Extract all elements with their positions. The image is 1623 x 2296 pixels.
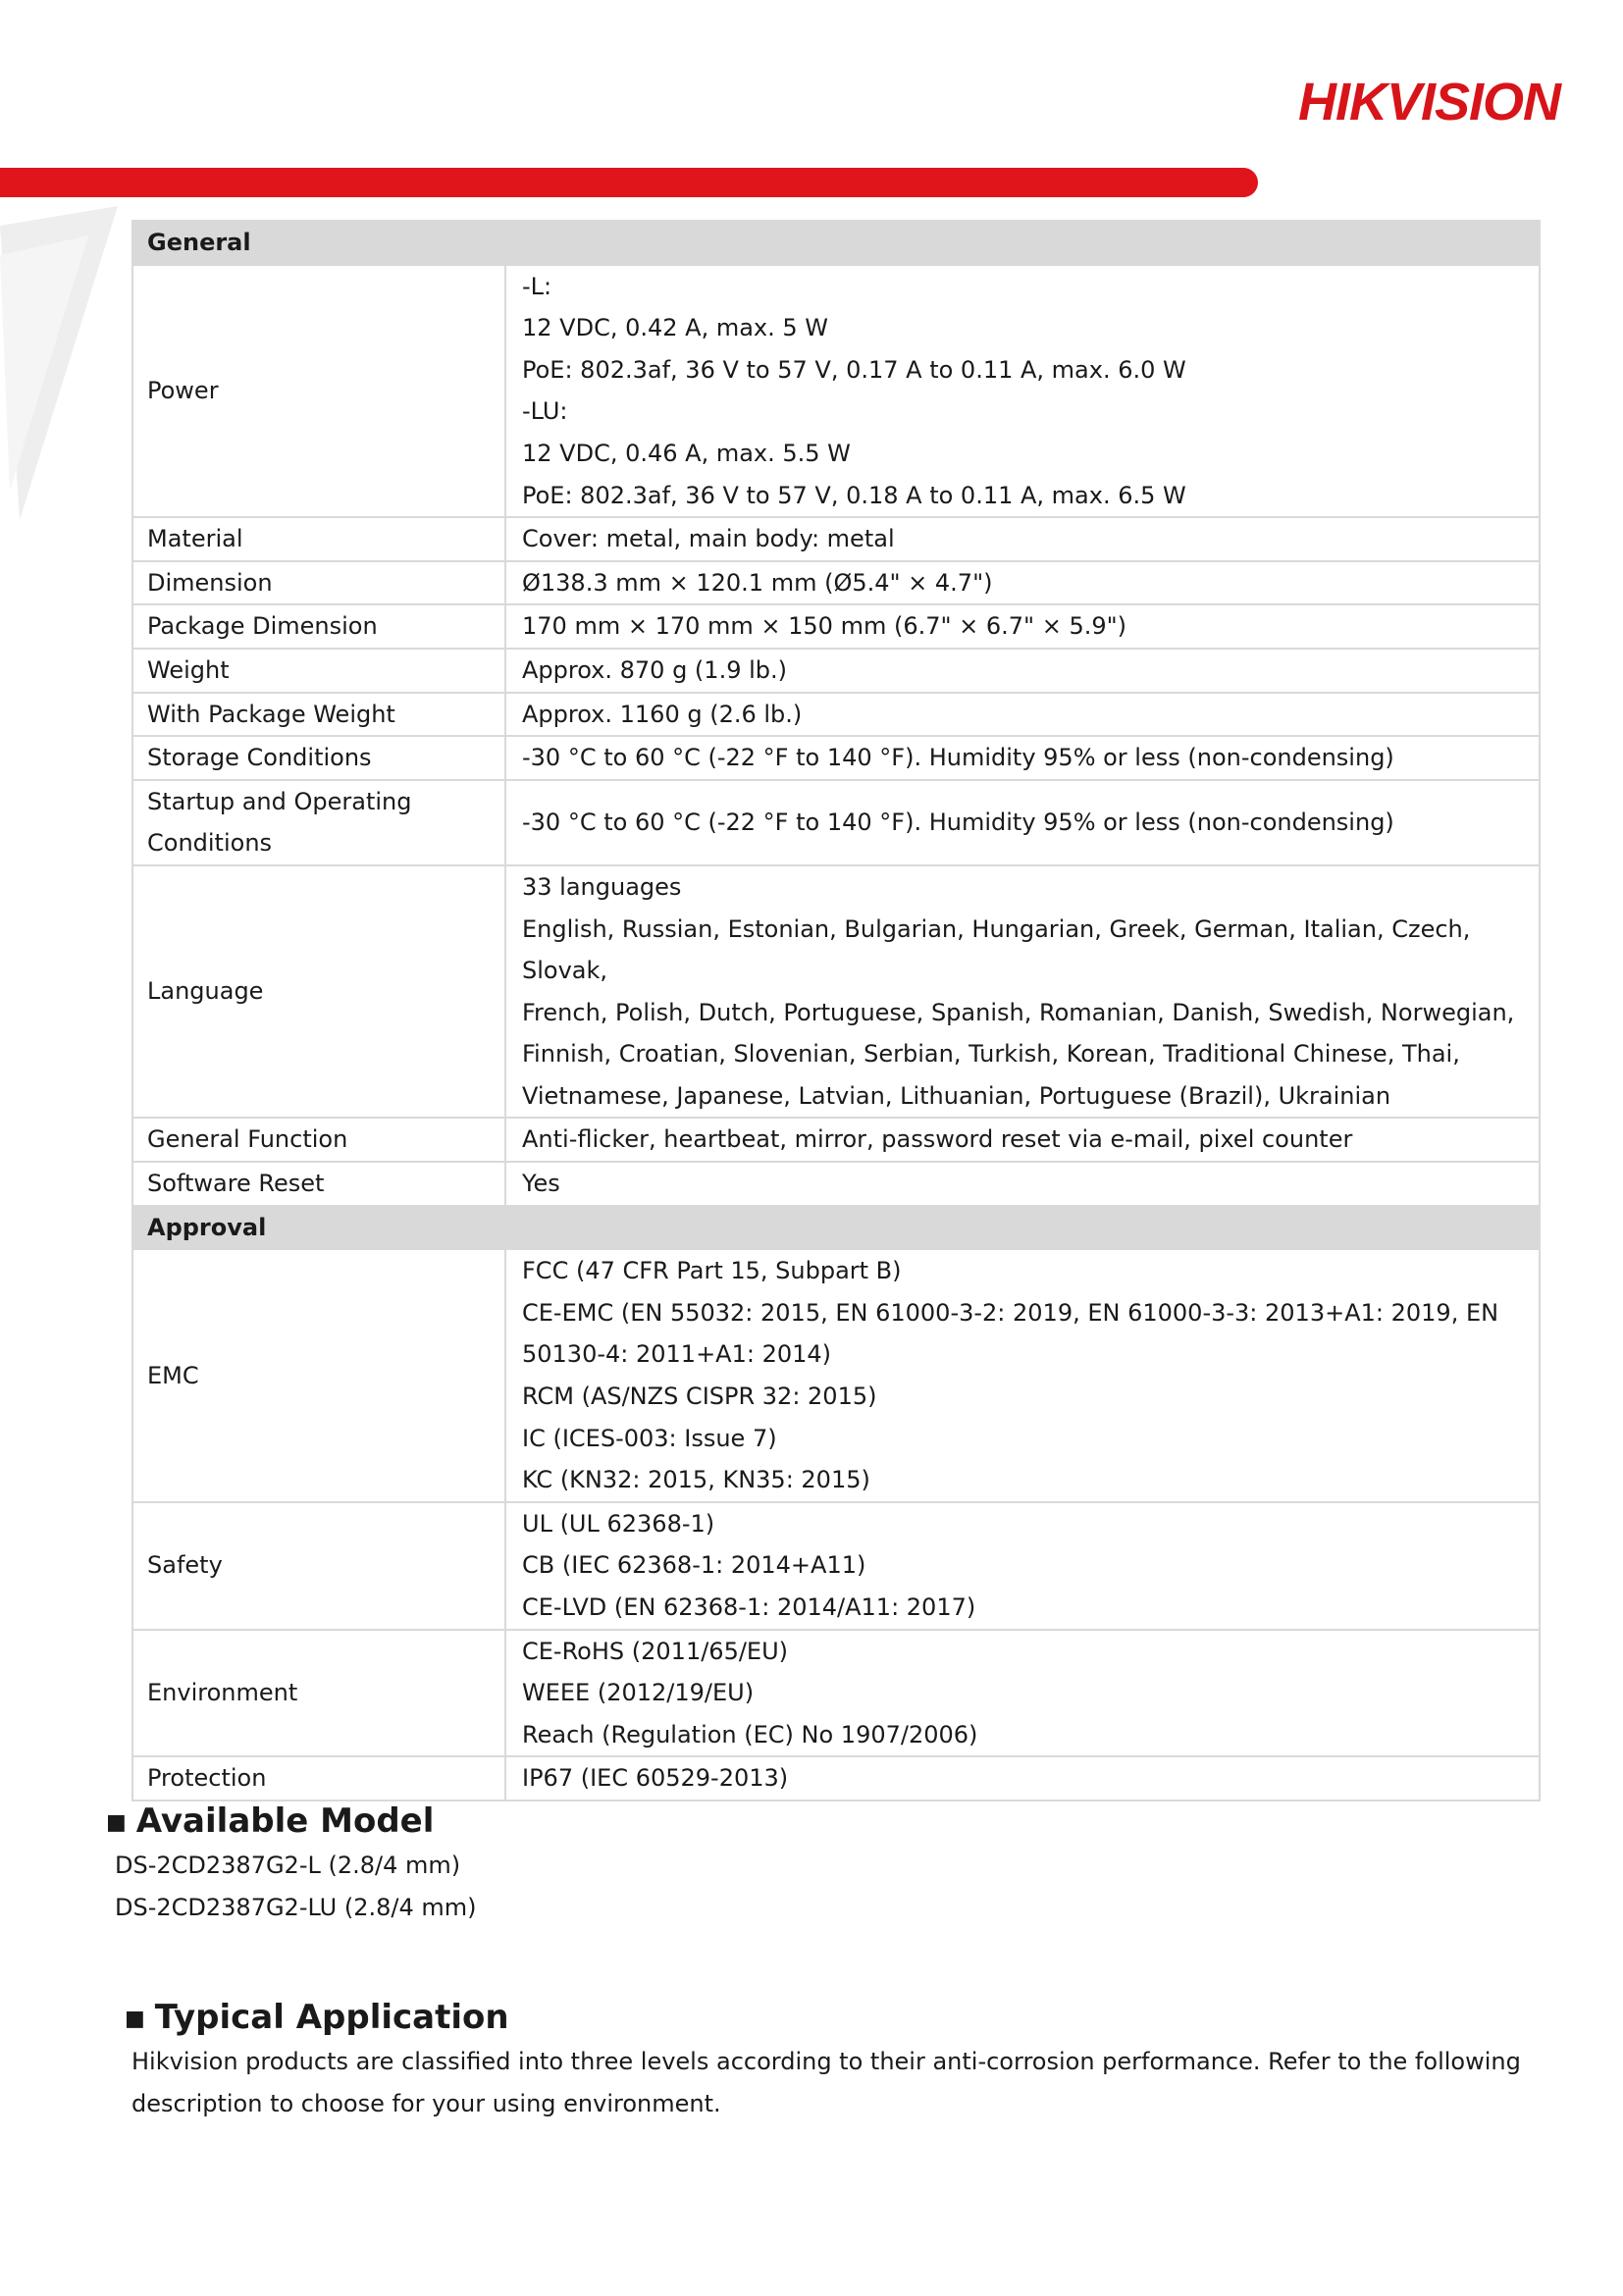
spec-label: Software Reset — [132, 1162, 505, 1206]
section-title: Approval — [132, 1206, 1540, 1250]
spec-value — [505, 865, 1540, 1119]
spec-value-line: Vietnamese, Japanese, Latvian, Lithuanian, Portuguese (Brazil), Ukrainian — [522, 1081, 1391, 1110]
spec-value-line: IP67 (IEC 60529-2013) — [522, 1764, 789, 1793]
spec-value-line: English, Russian, Estonian, Bulgarian, Hungarian, Greek, German, Italian, Czech, Slovak, — [522, 914, 1471, 985]
spec-value-line: RCM (AS/NZS CISPR 32: 2015) — [522, 1383, 877, 1411]
spec-value — [505, 561, 1540, 605]
spec-value-line: CB (IEC 62368-1: 2014+A11) — [522, 1551, 866, 1580]
spec-value — [505, 604, 1540, 649]
header-red-bar — [0, 168, 1258, 197]
model-item: DS-2CD2387G2-LU (2.8/4 mm) — [115, 1894, 477, 1921]
spec-value-line: -L: — [522, 272, 552, 300]
spec-label: EMC — [132, 1249, 505, 1502]
spec-value — [505, 1756, 1540, 1800]
spec-label: Language — [132, 865, 505, 1119]
available-model-heading: ■ Available Model — [106, 1801, 435, 1841]
spec-value-line: Approx. 870 g (1.9 lb.) — [522, 655, 787, 684]
spec-value-line: French, Polish, Dutch, Portuguese, Spanish, Romanian, Danish, Swedish, Norwegian, — [522, 998, 1515, 1026]
spec-value-line: IC (ICES-003: Issue 7) — [522, 1424, 777, 1452]
table-row — [132, 604, 1540, 649]
spec-value-line: 12 VDC, 0.46 A, max. 5.5 W — [522, 439, 851, 467]
model-item: DS-2CD2387G2-L (2.8/4 mm) — [115, 1852, 461, 1879]
table-row — [132, 1630, 1540, 1757]
spec-table — [131, 220, 1541, 1801]
table-row — [132, 265, 1540, 518]
model-list — [115, 1845, 477, 1929]
spec-value-line: 50130-4: 2011+A1: 2014) — [522, 1340, 832, 1369]
spec-label: Material — [132, 517, 505, 561]
spec-value-line: Finnish, Croatian, Slovenian, Serbian, Turkish, Korean, Traditional Chinese, Thai, — [522, 1040, 1460, 1069]
bullet-icon: ■ — [125, 2006, 145, 2031]
spec-value-line: 12 VDC, 0.42 A, max. 5 W — [522, 314, 828, 342]
spec-label: Startup and Operating Conditions — [132, 780, 505, 865]
hikvision-logo: HIKVISION — [1297, 73, 1560, 131]
typical-application-text — [131, 2041, 1521, 2125]
table-row — [132, 649, 1540, 693]
table-row — [132, 780, 1540, 865]
section-header-row — [132, 1206, 1540, 1250]
spec-label: Protection — [132, 1756, 505, 1800]
spec-value-line: CE-LVD (EN 62368-1: 2014/A11: 2017) — [522, 1593, 976, 1621]
section-title: General — [132, 221, 1540, 265]
spec-value-line: WEEE (2012/19/EU) — [522, 1679, 755, 1707]
spec-label: Weight — [132, 649, 505, 693]
spec-value — [505, 649, 1540, 693]
spec-value — [505, 265, 1540, 518]
spec-value-line: 33 languages — [522, 872, 682, 901]
spec-label: Safety — [132, 1502, 505, 1630]
spec-value-line: Cover: metal, main body: metal — [522, 525, 895, 553]
spec-value-line: Approx. 1160 g (2.6 lb.) — [522, 700, 803, 728]
spec-value-line: Yes — [522, 1170, 560, 1198]
table-row — [132, 736, 1540, 780]
spec-value — [505, 517, 1540, 561]
table-row — [132, 561, 1540, 605]
table-row — [132, 1249, 1540, 1502]
typical-application-heading: ■ Typical Application — [125, 1998, 509, 2037]
spec-label: Environment — [132, 1630, 505, 1757]
spec-label: With Package Weight — [132, 693, 505, 737]
spec-label: Dimension — [132, 561, 505, 605]
spec-value-line: KC (KN32: 2015, KN35: 2015) — [522, 1466, 870, 1494]
table-row — [132, 517, 1540, 561]
spec-value-line: Reach (Regulation (EC) No 1907/2006) — [522, 1720, 978, 1748]
spec-value-line: UL (UL 62368-1) — [522, 1509, 715, 1538]
spec-value-line: -30 °C to 60 °C (-22 °F to 140 °F). Humidity 95% or less (non-condensing) — [522, 809, 1394, 837]
spec-label: Power — [132, 265, 505, 518]
paragraph-line: description to choose for your using environment. — [131, 2090, 721, 2117]
table-row — [132, 1162, 1540, 1206]
spec-value-line: -30 °C to 60 °C (-22 °F to 140 °F). Humidity 95% or less (non-condensing) — [522, 744, 1394, 772]
section-header-row — [132, 221, 1540, 265]
spec-value — [505, 1249, 1540, 1502]
spec-value — [505, 780, 1540, 865]
spec-value — [505, 1118, 1540, 1162]
spec-value-line: Ø138.3 mm × 120.1 mm (Ø5.4" × 4.7") — [522, 568, 993, 597]
table-row — [132, 865, 1540, 1119]
spec-value — [505, 1162, 1540, 1206]
bullet-icon: ■ — [106, 1809, 127, 1835]
spec-value-line: PoE: 802.3af, 36 V to 57 V, 0.17 A to 0.11 A, max. 6.0 W — [522, 355, 1186, 384]
table-row — [132, 1756, 1540, 1800]
spec-value — [505, 1502, 1540, 1630]
table-row — [132, 1118, 1540, 1162]
spec-value-line: CE-EMC (EN 55032: 2015, EN 61000-3-2: 2019, EN 61000-3-3: 2013+A1: 2019, EN — [522, 1298, 1499, 1327]
spec-label: General Function — [132, 1118, 505, 1162]
spec-value-line: PoE: 802.3af, 36 V to 57 V, 0.18 A to 0.11 A, max. 6.5 W — [522, 481, 1186, 509]
table-row — [132, 693, 1540, 737]
spec-value-line: Anti-flicker, heartbeat, mirror, password reset via e-mail, pixel counter — [522, 1125, 1353, 1154]
spec-value-line: CE-RoHS (2011/65/EU) — [522, 1637, 789, 1665]
spec-value-line: -LU: — [522, 397, 568, 426]
spec-value-line: FCC (47 CFR Part 15, Subpart B) — [522, 1257, 902, 1285]
table-row — [132, 1502, 1540, 1630]
paragraph-line: Hikvision products are classified into three levels according to their anti-corrosion performance. Refer to the following — [131, 2048, 1521, 2075]
spec-label: Storage Conditions — [132, 736, 505, 780]
spec-value — [505, 1630, 1540, 1757]
spec-label: Package Dimension — [132, 604, 505, 649]
decorative-swoosh — [0, 196, 128, 530]
spec-value — [505, 693, 1540, 737]
spec-value-line: 170 mm × 170 mm × 150 mm (6.7" × 6.7" × 5.9") — [522, 612, 1127, 641]
spec-value — [505, 736, 1540, 780]
